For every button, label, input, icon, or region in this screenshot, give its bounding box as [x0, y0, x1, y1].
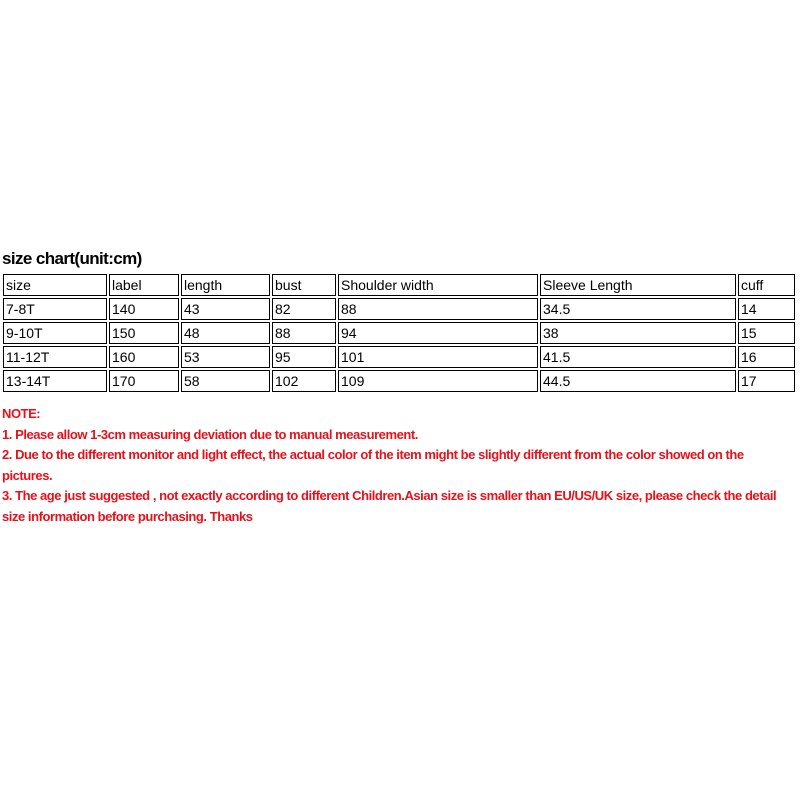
cell-shoulder-width: 101	[338, 346, 538, 368]
header-bust: bust	[272, 274, 336, 296]
header-sleeve-length: Sleeve Length	[540, 274, 736, 296]
cell-sleeve-length: 44.5	[540, 370, 736, 392]
cell-size: 11-12T	[3, 346, 107, 368]
size-chart-table	[1, 272, 797, 394]
note-item-1: 1. Please allow 1-3cm measuring deviation due to manual measurement.	[2, 426, 418, 442]
table-row	[3, 322, 795, 344]
table-row	[3, 370, 795, 392]
table-row	[3, 298, 795, 320]
cell-shoulder-width: 94	[338, 322, 538, 344]
cell-size: 7-8T	[3, 298, 107, 320]
header-size: size	[3, 274, 107, 296]
cell-label: 170	[109, 370, 179, 392]
table-header-row	[3, 274, 795, 296]
cell-bust: 95	[272, 346, 336, 368]
cell-length: 43	[181, 298, 270, 320]
header-label: label	[109, 274, 179, 296]
cell-cuff: 15	[738, 322, 795, 344]
header-length: length	[181, 274, 270, 296]
cell-label: 160	[109, 346, 179, 368]
cell-bust: 88	[272, 322, 336, 344]
table-row	[3, 346, 795, 368]
note-item-3: 3. The age just suggested , not exactly according to different Children.Asian size is smaller than EU/US/UK size, please check the detail size information before purchasing. Thanks	[2, 488, 777, 524]
note-heading: NOTE:	[2, 406, 41, 421]
cell-cuff: 16	[738, 346, 795, 368]
note-item-2: 2. Due to the different monitor and light effect, the actual color of the item might be slightly different from the color showed on the pictures.	[2, 447, 744, 483]
cell-length: 53	[181, 346, 270, 368]
cell-size: 9-10T	[3, 322, 107, 344]
cell-length: 58	[181, 370, 270, 392]
cell-shoulder-width: 109	[338, 370, 538, 392]
cell-bust: 82	[272, 298, 336, 320]
cell-sleeve-length: 34.5	[540, 298, 736, 320]
cell-shoulder-width: 88	[338, 298, 538, 320]
cell-length: 48	[181, 322, 270, 344]
notes-section	[2, 404, 796, 527]
cell-cuff: 14	[738, 298, 795, 320]
cell-sleeve-length: 41.5	[540, 346, 736, 368]
cell-label: 150	[109, 322, 179, 344]
cell-size: 13-14T	[3, 370, 107, 392]
cell-sleeve-length: 38	[540, 322, 736, 344]
cell-label: 140	[109, 298, 179, 320]
header-shoulder-width: Shoulder width	[338, 274, 538, 296]
cell-cuff: 17	[738, 370, 795, 392]
size-chart-title: size chart(unit:cm)	[2, 249, 142, 268]
header-cuff: cuff	[738, 274, 795, 296]
cell-bust: 102	[272, 370, 336, 392]
